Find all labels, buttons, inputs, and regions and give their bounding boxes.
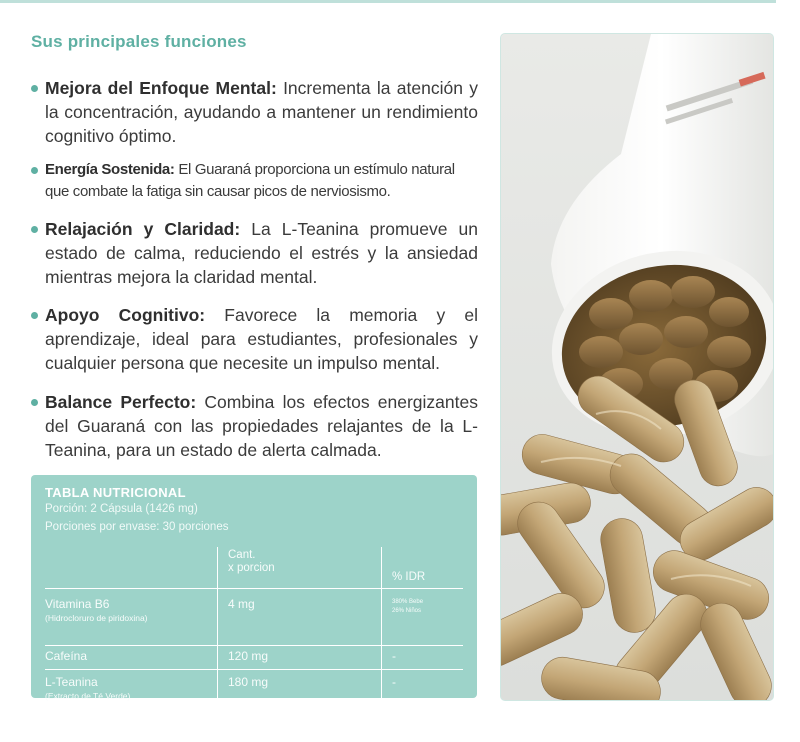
table-row — [45, 670, 463, 710]
header-amount-label: Cant. — [228, 549, 256, 561]
nutrition-title: TABLA NUTRICIONAL — [45, 485, 186, 500]
feature-text: La L-Teanina promueve un estado de calma, reduciendo el estrés y la ansiedad mientras mejora la claridad mental. — [45, 219, 478, 287]
row-idr: - — [382, 670, 464, 710]
row-detail: (Extracto de Té Verde) — [45, 691, 131, 701]
table-row — [45, 646, 463, 670]
feature-term: Apoyo Cognitivo: — [45, 305, 206, 325]
product-photo — [500, 33, 774, 701]
serving-size: Porción: 2 Cápsula (1426 mg) — [45, 503, 198, 515]
feature-text: Incrementa la atención y la concentración, ayudando a mantener un rendimiento cognitivo óptimo. — [45, 78, 478, 146]
row-detail: (Hidrocloruro de piridoxina) — [45, 613, 148, 623]
header-idr: % IDR — [382, 547, 464, 589]
bullet-icon — [31, 85, 38, 92]
feature-term: Mejora del Enfoque Mental: — [45, 78, 277, 98]
nutrition-table — [45, 547, 463, 709]
feature-term: Energía Sostenida: — [45, 161, 175, 178]
row-amount: 180 mg — [218, 670, 382, 710]
header-empty-cell — [45, 547, 218, 589]
features-list — [31, 76, 478, 462]
feature-text: El Guaraná proporciona un estímulo natural que combate la fatiga sin causar picos de nerviosismo. — [45, 161, 455, 200]
bullet-icon — [31, 312, 38, 319]
feature-term: Relajación y Claridad: — [45, 219, 241, 239]
feature-item-balance — [31, 390, 478, 462]
capsule-bottle-illustration — [501, 34, 773, 700]
row-name: L-Teanina — [45, 675, 98, 689]
row-name: Cafeína — [45, 646, 218, 670]
bullet-icon — [31, 226, 38, 233]
nutrition-table-card — [31, 475, 477, 701]
row-amount: 4 mg — [218, 589, 382, 646]
feature-term: Balance Perfecto: — [45, 392, 197, 412]
row-idr-small: 26% Niños — [392, 608, 422, 614]
bullet-icon — [31, 167, 38, 174]
row-name-cell — [45, 589, 218, 646]
table-row — [45, 589, 463, 646]
top-divider — [0, 0, 776, 3]
row-name: Vitamina B6 — [45, 597, 110, 611]
row-idr-cell — [382, 589, 464, 646]
section-title: Sus principales funciones — [31, 32, 247, 51]
row-idr-small: 380% Bebe — [392, 599, 424, 605]
feature-text: Favorece la memoria y el aprendizaje, ideal para estudiantes, profesionales y cualquier persona que necesite un impulso mental. — [45, 305, 478, 373]
feature-item-enfoque — [31, 76, 478, 148]
header-amount-sub: x porcion — [228, 562, 275, 574]
table-header-row — [45, 547, 463, 589]
feature-item-apoyo — [31, 303, 478, 375]
feature-item-energia — [31, 159, 478, 203]
bullet-icon — [31, 399, 38, 406]
row-name-cell — [45, 670, 218, 710]
feature-item-relajacion — [31, 217, 478, 289]
header-amount — [218, 547, 382, 589]
row-amount: 120 mg — [218, 646, 382, 670]
servings-per-container: Porciones por envase: 30 porciones — [45, 521, 229, 533]
row-idr: - — [382, 646, 464, 670]
feature-text: Combina los efectos energizantes del Guaraná con las propiedades relajantes de la L-Teanina, para un estado de alerta calmada. — [45, 392, 478, 460]
